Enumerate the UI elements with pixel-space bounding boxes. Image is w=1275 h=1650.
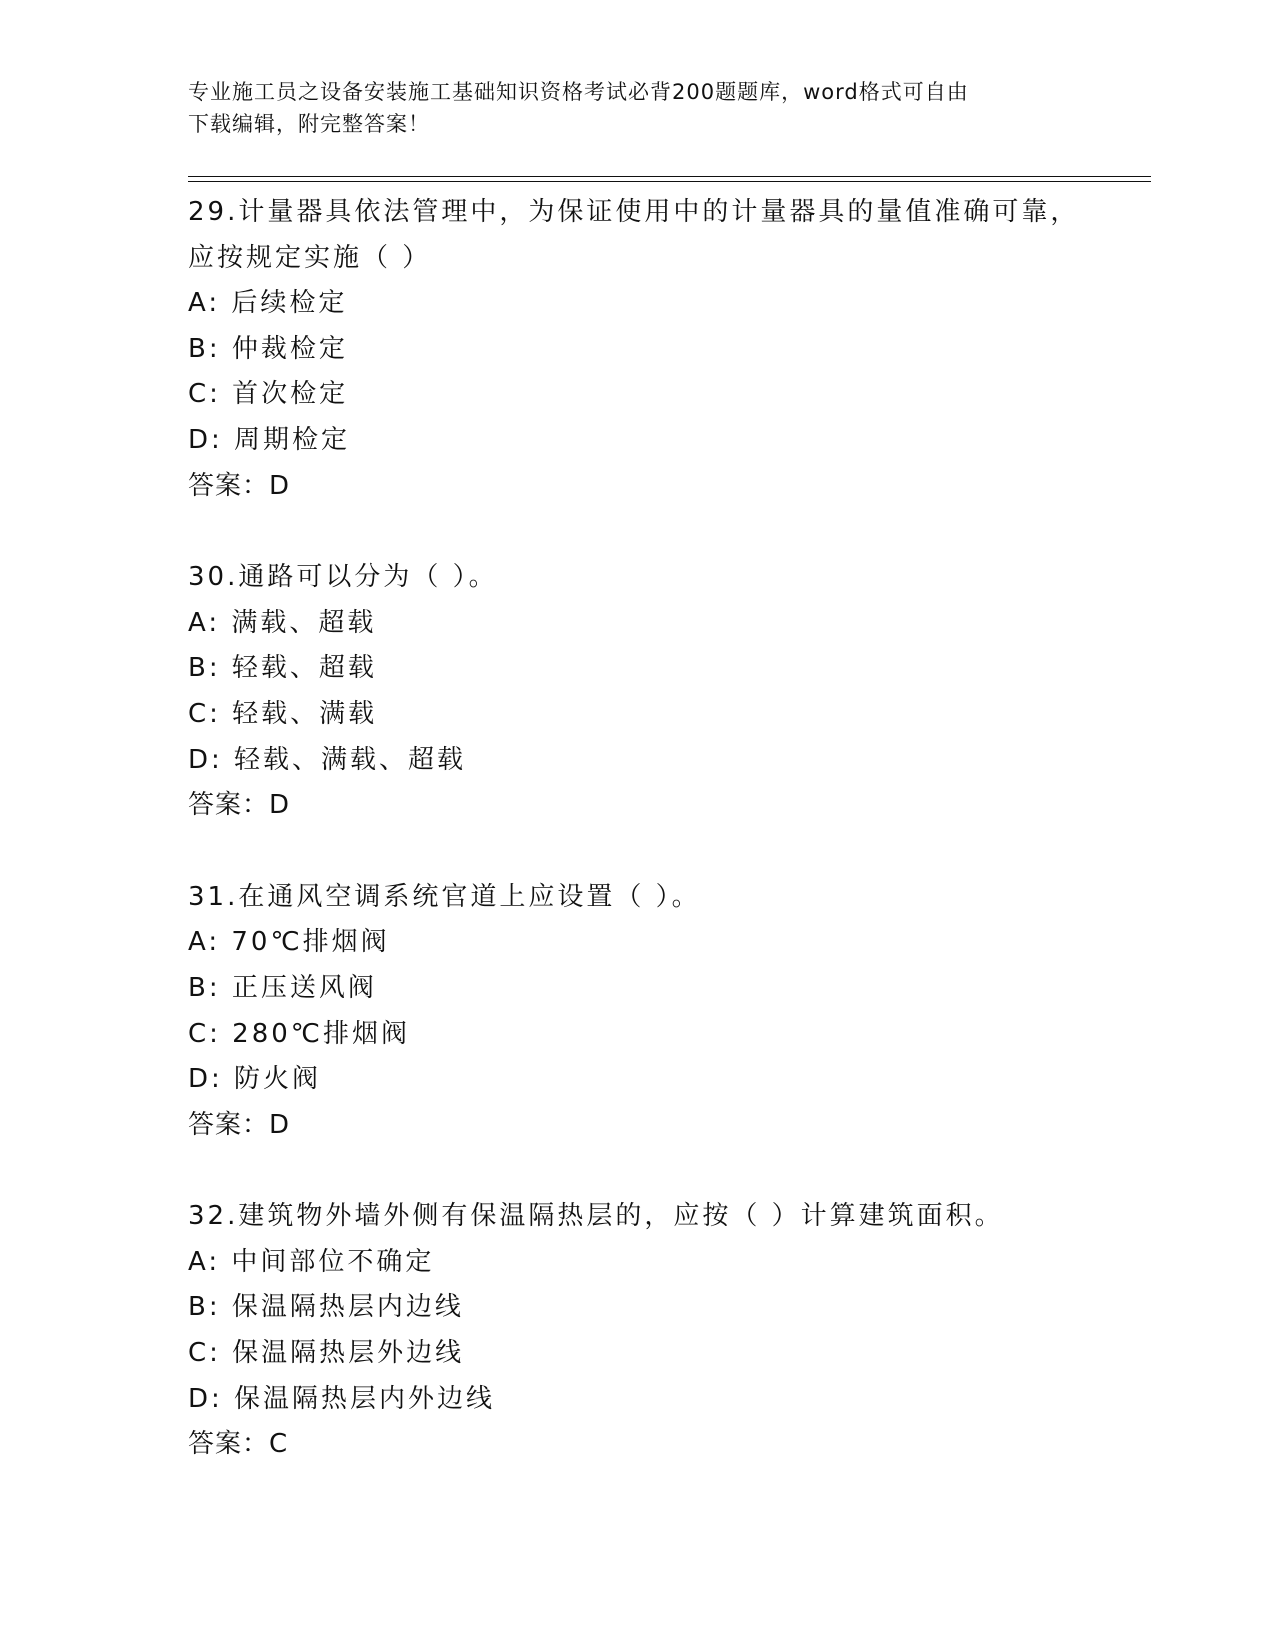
option-a: A: 满载、超载	[188, 607, 377, 638]
option-c: C: 保温隔热层外边线	[188, 1338, 465, 1369]
question-30	[188, 555, 1128, 829]
option-a: A: 后续检定	[188, 288, 348, 319]
answer: 答案：D	[188, 790, 291, 821]
question-stem: 29.计量器具依法管理中，为保证使用中的计量器具的量值准确可靠，	[188, 197, 1080, 227]
header-divider-top	[188, 176, 1151, 177]
answer: 答案：D	[188, 1109, 291, 1140]
option-d: D: 保温隔热层内外边线	[188, 1383, 496, 1414]
answer: 答案：D	[188, 470, 291, 501]
header-divider-bottom	[188, 181, 1151, 182]
option-b: B: 正压送风阀	[188, 972, 377, 1003]
question-stem: 32.建筑物外墙外侧有保温隔热层的，应按（ ）计算建筑面积。	[188, 1201, 1004, 1232]
option-d: D: 防火阀	[188, 1064, 322, 1095]
option-d: D: 周期检定	[188, 424, 351, 455]
header-line-2: 下载编辑，附完整答案！	[188, 112, 430, 136]
option-c: C: 轻载、满载	[188, 698, 378, 729]
answer: 答案：C	[188, 1429, 289, 1460]
option-d: D: 轻载、满载、超载	[188, 744, 467, 775]
option-b: B: 保温隔热层内边线	[188, 1292, 464, 1323]
question-stem: 应按规定实施（ ）	[188, 242, 432, 273]
question-stem: 31.在通风空调系统官道上应设置（ ）。	[188, 881, 701, 912]
question-32	[188, 1194, 1128, 1468]
option-c: C: 首次检定	[188, 379, 349, 410]
question-stem: 30.通路可以分为（ ）。	[188, 562, 498, 593]
question-29	[188, 190, 1128, 509]
header-line-1: 专业施工员之设备安装施工基础知识资格考试必背200题题库，word格式可自由	[188, 80, 969, 104]
document-header	[188, 76, 1088, 140]
option-a: A: 中间部位不确定	[188, 1246, 435, 1277]
option-b: B: 轻载、超载	[188, 653, 377, 684]
question-list	[188, 190, 1128, 1514]
option-a: A: 70℃排烟阀	[188, 927, 390, 958]
option-c: C: 280℃排烟阀	[188, 1018, 411, 1049]
option-b: B: 仲裁检定	[188, 333, 348, 364]
question-31	[188, 875, 1128, 1149]
